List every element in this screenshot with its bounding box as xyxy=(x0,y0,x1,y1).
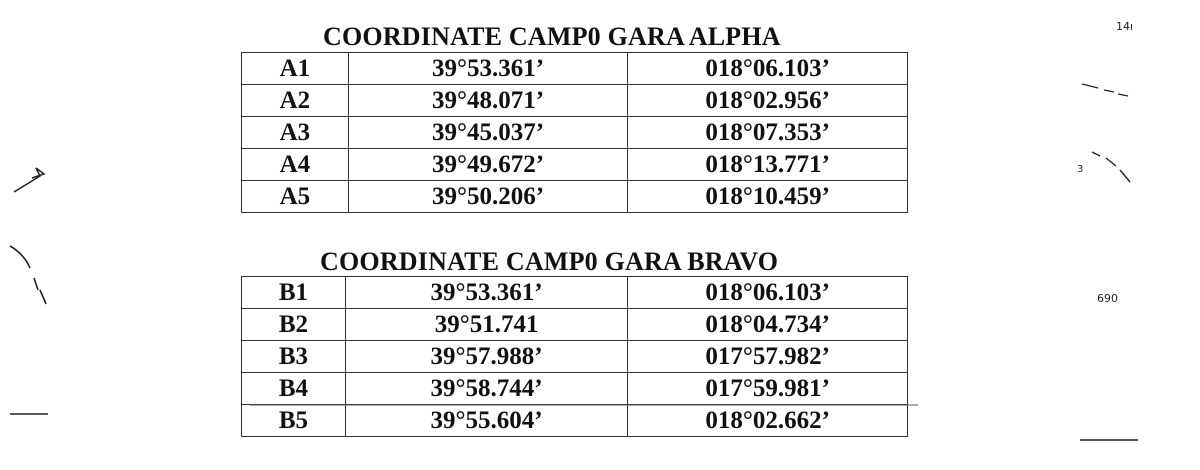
bravo-coordinate-table xyxy=(241,276,908,437)
longitude-cell: 018°06.103’ xyxy=(628,277,908,309)
latitude-cell: 39°51.741 xyxy=(345,309,628,341)
point-id: A4 xyxy=(242,149,349,181)
table-row xyxy=(242,309,908,341)
table-row xyxy=(242,277,908,309)
alpha-coordinate-table xyxy=(241,52,908,213)
longitude-cell: 017°57.982’ xyxy=(628,341,908,373)
longitude-cell: 018°04.734’ xyxy=(628,309,908,341)
margin-mark-690: 690 xyxy=(1097,292,1118,305)
table-row xyxy=(242,53,908,85)
left-margin-marks xyxy=(0,150,70,430)
table-row xyxy=(242,117,908,149)
latitude-cell: 39°48.071’ xyxy=(348,85,628,117)
longitude-cell: 018°07.353’ xyxy=(628,117,908,149)
point-id: B1 xyxy=(242,277,346,309)
alpha-title: COORDINATE CAMP0 GARA ALPHA xyxy=(323,22,781,51)
latitude-cell: 39°55.604’ xyxy=(345,405,628,437)
point-id: A1 xyxy=(242,53,349,85)
latitude-cell: 39°58.744’ xyxy=(345,373,628,405)
point-id: A5 xyxy=(242,181,349,213)
longitude-cell: 018°06.103’ xyxy=(628,53,908,85)
longitude-cell: 018°02.956’ xyxy=(628,85,908,117)
table-row xyxy=(242,85,908,117)
margin-mark-top-right: 14ı xyxy=(1116,20,1134,33)
latitude-cell: 39°57.988’ xyxy=(345,341,628,373)
latitude-cell: 39°45.037’ xyxy=(348,117,628,149)
point-id: B2 xyxy=(242,309,346,341)
longitude-cell: 018°02.662’ xyxy=(628,405,908,437)
point-id: B5 xyxy=(242,405,346,437)
point-id: A3 xyxy=(242,117,349,149)
margin-mark-digit: 3 xyxy=(1077,164,1084,175)
point-id: B4 xyxy=(242,373,346,405)
table-row xyxy=(242,341,908,373)
point-id: B3 xyxy=(242,341,346,373)
latitude-cell: 39°50.206’ xyxy=(348,181,628,213)
bravo-title: COORDINATE CAMP0 GARA BRAVO xyxy=(320,247,779,276)
longitude-cell: 017°59.981’ xyxy=(628,373,908,405)
longitude-cell: 018°10.459’ xyxy=(628,181,908,213)
table-row xyxy=(242,149,908,181)
table-row xyxy=(242,181,908,213)
latitude-cell: 39°53.361’ xyxy=(348,53,628,85)
longitude-cell: 018°13.771’ xyxy=(628,149,908,181)
latitude-cell: 39°49.672’ xyxy=(348,149,628,181)
right-margin-marks xyxy=(1070,70,1160,450)
point-id: A2 xyxy=(242,85,349,117)
stray-scan-line xyxy=(250,400,920,410)
latitude-cell: 39°53.361’ xyxy=(345,277,628,309)
